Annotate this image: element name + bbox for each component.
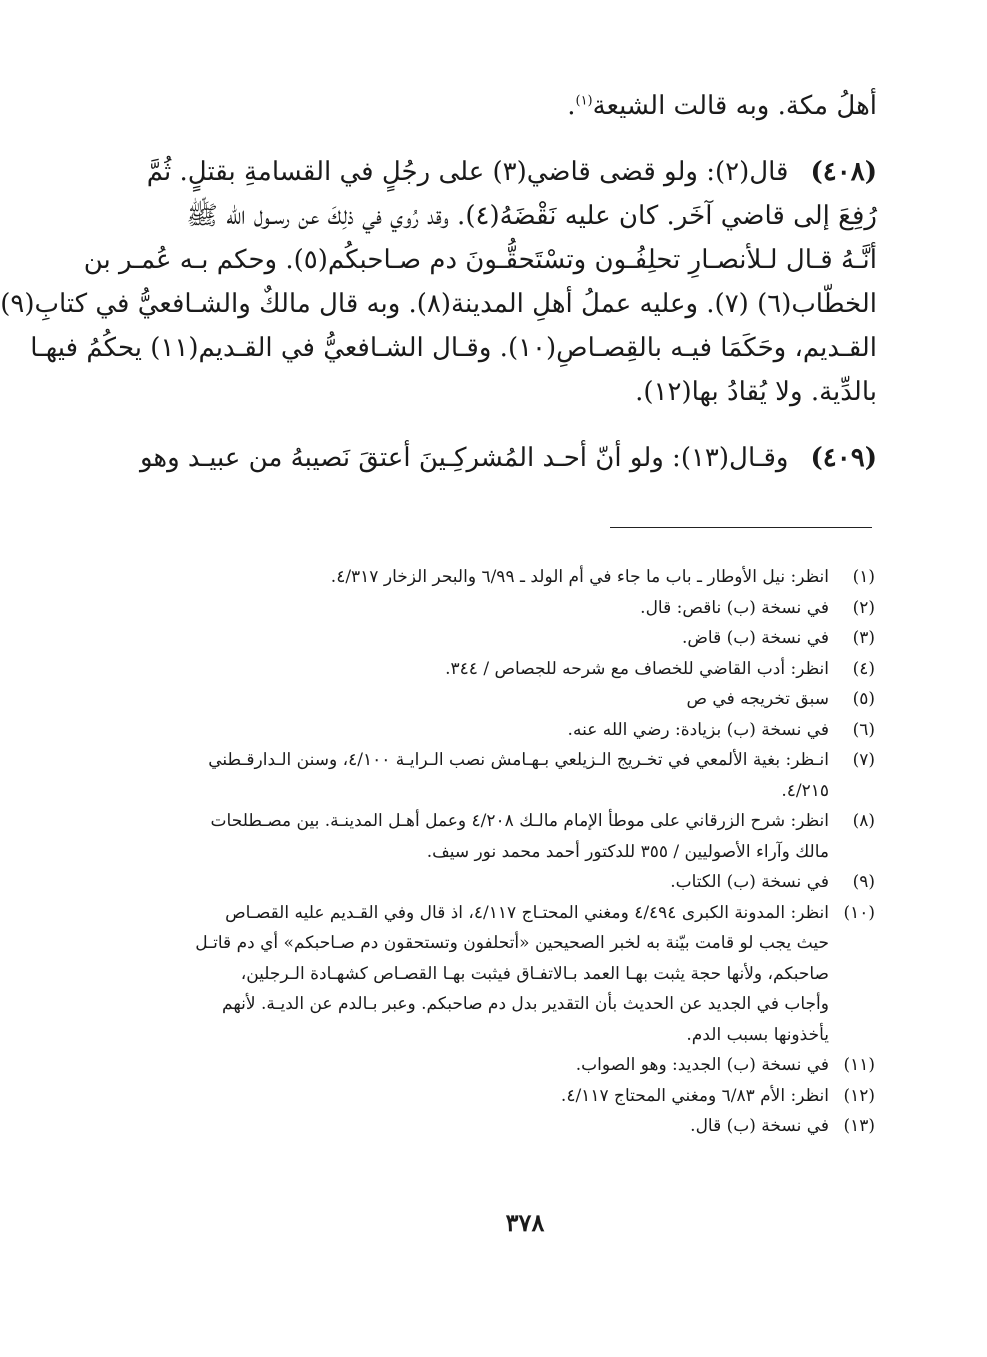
footnote-1 bbox=[163, 562, 875, 593]
footnote-3 bbox=[163, 623, 875, 654]
footnote-10 bbox=[163, 898, 875, 1051]
footnote-number: (١١) bbox=[843, 1055, 875, 1075]
footnote-number: (٢) bbox=[852, 597, 875, 618]
footnote-text bbox=[163, 1111, 829, 1142]
paragraph-409 bbox=[139, 436, 877, 480]
footnote-number: (١) bbox=[852, 567, 875, 587]
footnote-11 bbox=[163, 1050, 875, 1081]
footnote-line: انظر: المدونة الكبرى ٤/٤٩٤ ومغني المحتـاج ٤/١١٧، اذ قال وفي القـديم عليه القصـاص bbox=[225, 902, 829, 923]
paragraph-text: وقـال(١٣): ولو أنّ أحـد المُشركِـينَ أعتقَ نَصيبهُ من عبيـد وهو bbox=[139, 443, 789, 473]
footnote-line: انـظر: بغية الألمعي في تخـريج الـزيلعي بـهـامش نصب الـرايـة ٤/١٠٠، وسنن الـدارقـطني bbox=[208, 750, 829, 770]
footnote-line: يأخذونها بسبب الدم. bbox=[686, 1024, 829, 1045]
main-line-1-text: أهلُ مكة. وبه قالت الشيعة bbox=[592, 91, 877, 121]
footnote-line: في نسخة (ب) الكتاب. bbox=[670, 872, 829, 892]
page-number: ٣٧٨ bbox=[505, 1208, 545, 1237]
paragraph-gap bbox=[163, 414, 877, 436]
footnote-number: (٩) bbox=[852, 872, 875, 892]
paragraph-409-line bbox=[139, 436, 877, 480]
footnote-text bbox=[163, 867, 829, 898]
footnote-line: في نسخة (ب) بزيادة: رضي الله عنه. bbox=[567, 719, 829, 740]
footnote-line: ٤/٢١٥. bbox=[781, 780, 829, 801]
footnote-line: حيث يجب لو قامت بيّنة به لخبر الصحيحين «أتحلفون وتستحقون دم صـاحبكم» أي دم قاتـل bbox=[195, 933, 829, 953]
footnote-number: (٥) bbox=[852, 689, 875, 709]
footnote-ref: (١) bbox=[575, 93, 593, 109]
footnote-line: في نسخة (ب) ناقص: قال. bbox=[640, 597, 829, 618]
paragraph-408-line: أنَّـهُ قـال لـلأنصـارِ تحلِفُـون وتسْتَحقُّـونَ دم صـاحبكُم(٥). وحكم بـه عُمـر بن bbox=[83, 245, 877, 275]
paragraph-408-line bbox=[146, 150, 877, 194]
footnote-number: (١٣) bbox=[843, 1116, 875, 1136]
footnote-number: (٨) bbox=[852, 811, 875, 831]
footnote-number: (٧) bbox=[852, 750, 875, 770]
footnote-text bbox=[163, 715, 829, 746]
footnote-text bbox=[163, 593, 829, 624]
footnote-number: (١٢) bbox=[843, 1085, 875, 1106]
footnote-line: في نسخة (ب) قاض. bbox=[681, 628, 829, 648]
footnote-6 bbox=[163, 715, 875, 746]
footnote-12 bbox=[163, 1081, 875, 1112]
footnote-number: (٤) bbox=[852, 658, 875, 679]
footnote-line: وأجاب في الجديد عن الحديث بأن التقدير بدل دم صاحبكم. وعبر بـالدم عن الديـة. لأنهم bbox=[222, 994, 829, 1014]
footnote-line: انظر: شرح الزرقاني على موطأ الإمام مالـك ٤/٢٠٨ وعمل أهـل المدينـة. بين مصـطلحات bbox=[210, 811, 829, 831]
footnote-text bbox=[163, 623, 829, 654]
paragraph-408-line: القـديم، وحَكَمَا فيـه بالقِصـاصِ(١٠). وقـال الشـافعيُّ في القـديم(١١) يحكُمُ فيهـا bbox=[30, 333, 877, 363]
footnotes bbox=[163, 562, 875, 1142]
footnote-divider bbox=[610, 527, 872, 528]
footnote-line: انظر: نيل الأوطار ـ باب ما جاء في أم الولد ـ ٦/٩٩ والبحر الزخار ٤/٣١٧. bbox=[330, 567, 829, 587]
footnote-text bbox=[163, 684, 829, 715]
footnote-text bbox=[163, 806, 829, 867]
footnote-text bbox=[163, 1081, 829, 1112]
main-text bbox=[0, 84, 877, 480]
paragraph-number: (٤٠٨) bbox=[810, 157, 877, 187]
footnote-line: سبق تخريجه في ص bbox=[686, 689, 829, 709]
footnote-text bbox=[163, 1050, 829, 1081]
footnote-number: (٣) bbox=[852, 628, 875, 648]
footnote-2 bbox=[163, 593, 875, 624]
paragraph-408-line: بالدِّية. ولا يُقادُ بها(١٢). bbox=[635, 377, 877, 407]
main-line-1 bbox=[163, 84, 877, 128]
footnote-7 bbox=[163, 745, 875, 806]
footnote-line: انظر: أدب القاضي للخصاف مع شرحه للجصاص / ٣٤٤. bbox=[445, 658, 829, 679]
footnote-8 bbox=[163, 806, 875, 867]
paragraph-408-line: رُفِعَ إلى قاضي آخَر. كان عليه نَقْضَهُ(٤). وقد رُوي في ذلِكَ عن رسـول الله ﷺ bbox=[186, 201, 877, 231]
footnote-number: (٦) bbox=[852, 719, 875, 740]
paragraph-text: قال(٢): ولو قضى قاضي(٣) على رجُلٍ في القسامةِ بقتلٍ. ثُمَّ bbox=[146, 157, 789, 187]
footnote-9 bbox=[163, 867, 875, 898]
paragraph-gap bbox=[163, 128, 877, 150]
footnote-number: (١٠) bbox=[843, 902, 875, 923]
footnote-line: مالك وآراء الأصوليين / ٣٥٥ للدكتور أحمد محمد نور سيف. bbox=[426, 841, 829, 862]
footnote-text bbox=[163, 654, 829, 685]
footnote-4 bbox=[163, 654, 875, 685]
footnote-line: في نسخة (ب) قال. bbox=[690, 1116, 829, 1136]
paragraph-number: (٤٠٩) bbox=[810, 443, 877, 473]
footnote-line: صاحبكم، ولأنها حجة يثبت بهـا العمد بـالاتفـاق فيثبت بهـا القصـاص كشهـادة الـرجلين، bbox=[240, 963, 829, 984]
main-line-1-end: . bbox=[567, 91, 576, 121]
footnote-5 bbox=[163, 684, 875, 715]
footnote-line: انظر: الأم ٦/٨٣ ومغني المحتاج ٤/١١٧. bbox=[560, 1085, 829, 1106]
footnote-text bbox=[163, 562, 829, 593]
footnote-line: في نسخة (ب) الجديد: وهو الصواب. bbox=[575, 1055, 829, 1075]
footnote-text bbox=[163, 898, 829, 1051]
footnote-13 bbox=[163, 1111, 875, 1142]
paragraph-408 bbox=[0, 150, 877, 414]
footnote-text bbox=[163, 745, 829, 806]
paragraph-408-line: الخطّاب(٦) (٧). وعليه عملُ أهلِ المدينة(٨). وبه قال مالكٌ والشـافعيُّ في كتابِ(٩) bbox=[0, 289, 877, 319]
